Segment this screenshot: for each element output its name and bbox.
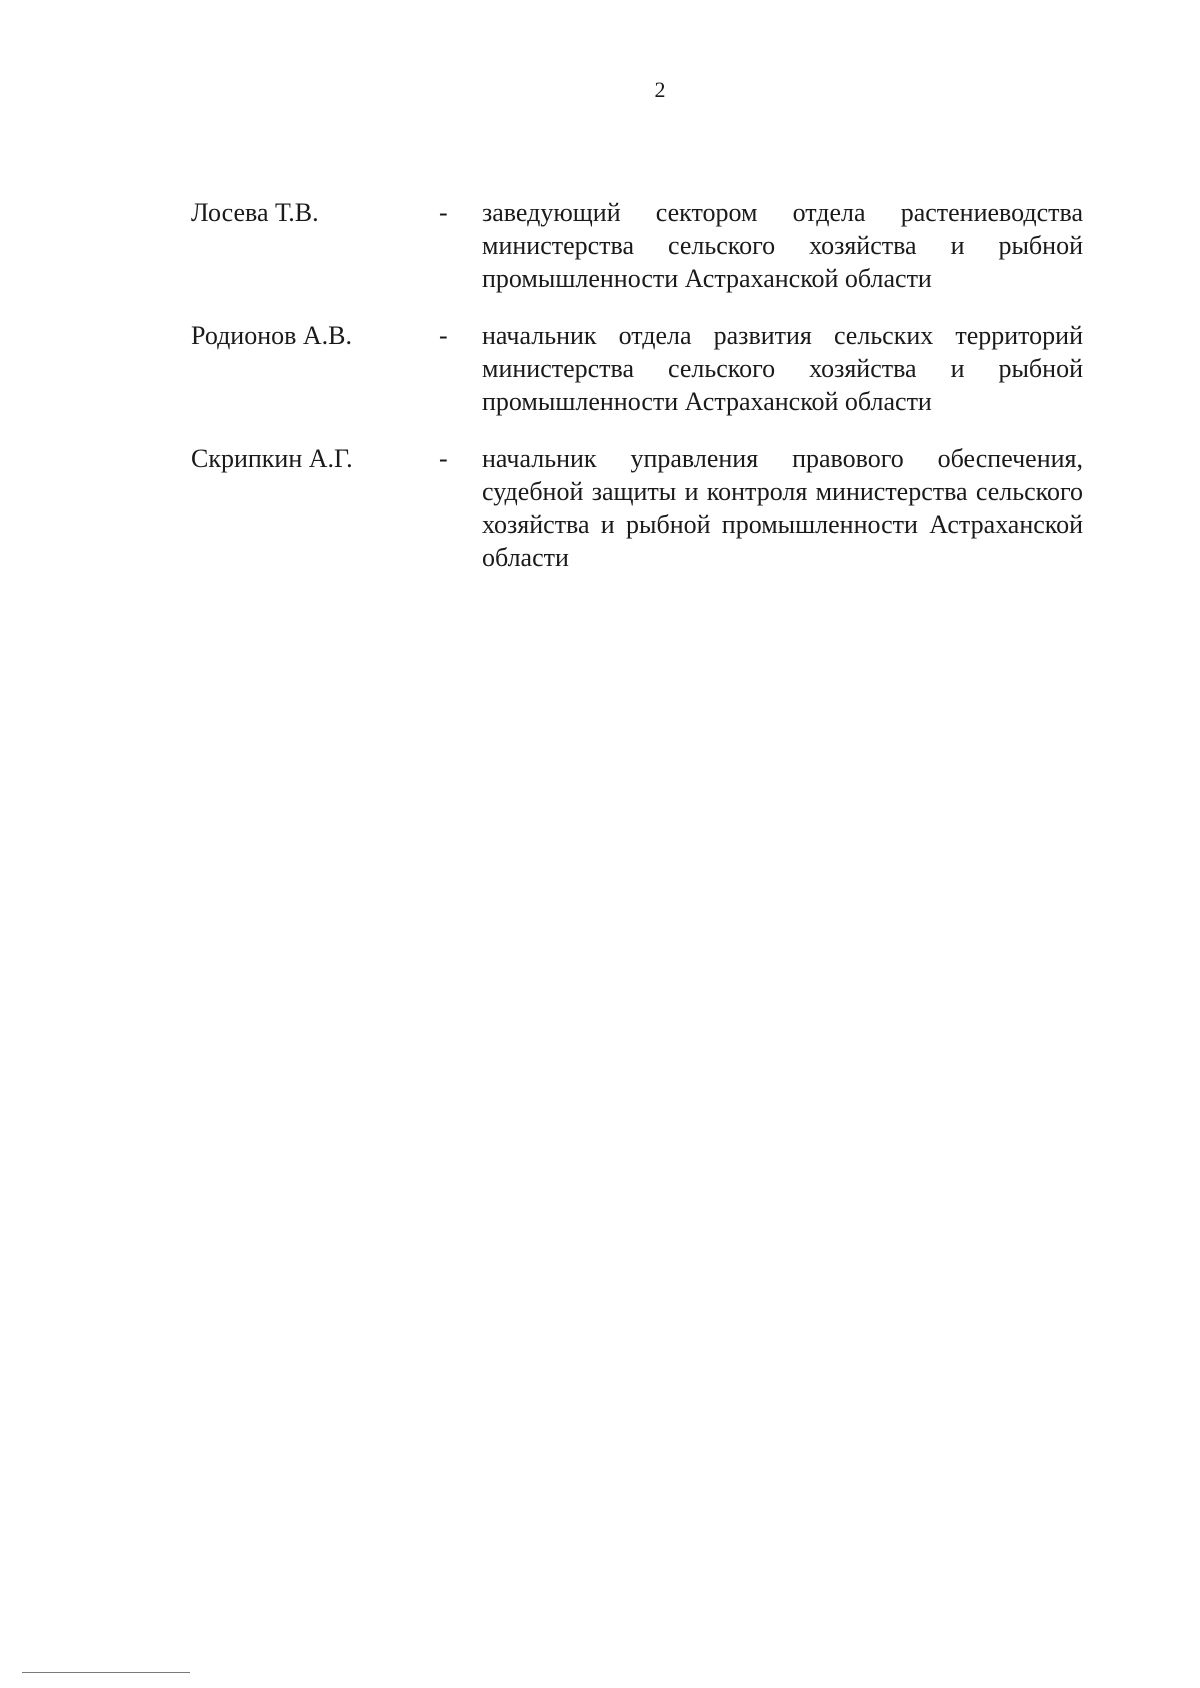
member-position: начальник отдела развития сельских территорий министерства сельского хозяйства и рыбной промышленности Астраханской области — [482, 321, 1083, 416]
member-position: заведующий сектором отдела растениеводства министерства сельского хозяйства и рыбной промышленности Астраханской области — [482, 198, 1083, 293]
page-number: 2 — [654, 77, 666, 102]
member-name: Скрипкин А.Г. — [191, 444, 353, 473]
member-dash: - — [439, 444, 448, 473]
member-dash: - — [439, 198, 448, 227]
footer-divider — [22, 1672, 190, 1673]
member-entry — [191, 319, 1083, 418]
member-dash: - — [439, 321, 448, 350]
member-entry — [191, 442, 1083, 574]
member-position: начальник управления правового обеспечения, судебной защиты и контроля министерства сельского хозяйства и рыбной промышленности Астраханской области — [482, 444, 1083, 572]
member-entry — [191, 196, 1083, 295]
member-name: Родионов А.В. — [191, 321, 353, 350]
member-list — [191, 196, 1083, 598]
member-name: Лосева Т.В. — [191, 198, 319, 227]
